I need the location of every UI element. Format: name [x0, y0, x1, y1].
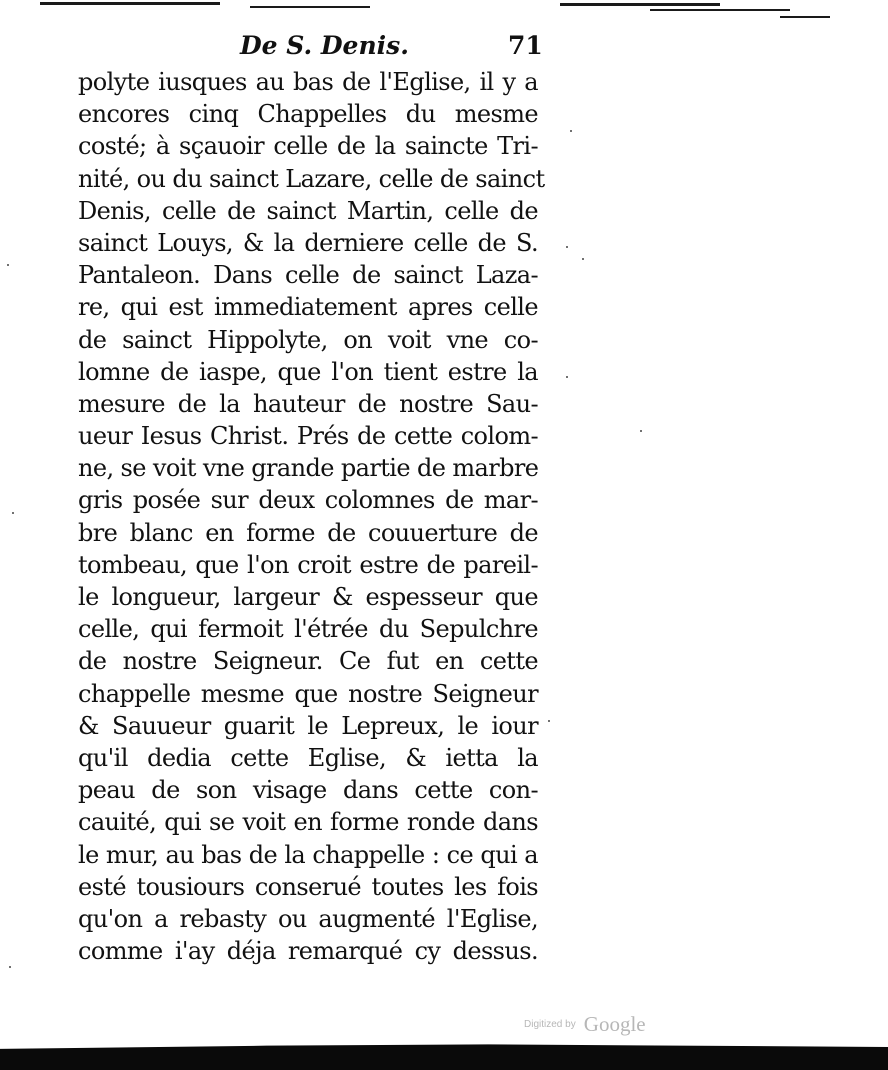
text-line: sainct Louys, & la derniere celle de S.	[78, 228, 538, 257]
text-line: de nostre Seigneur. Ce fut en cette	[78, 647, 538, 676]
page-number: 71	[508, 31, 543, 60]
text-line: Denis, celle de sainct Martin, celle de	[78, 196, 538, 225]
text-line: gris posée sur deux colomnes de mar-	[78, 486, 538, 515]
text-line: costé; à sçauoir celle de la saincte Tri-	[78, 132, 538, 161]
text-line: comme i'ay déja remarqué cy dessus.	[78, 937, 538, 966]
text-line: ne, se voit vne grande partie de marbre	[78, 454, 539, 483]
top-page-edge	[0, 0, 888, 22]
page-header	[0, 30, 888, 62]
text-line: de sainct Hippolyte, on voit vne co-	[78, 325, 538, 354]
body-text	[78, 66, 545, 967]
digitized-by-label: Digitized by	[524, 1019, 576, 1030]
text-line: cauité, qui se voit en forme ronde dans	[78, 808, 538, 837]
google-logo: Google	[583, 1012, 646, 1036]
text-line: lomne de iaspe, que l'on tient estre la	[78, 357, 538, 386]
text-line: encores cinq Chappelles du mesme	[78, 100, 538, 129]
text-line: & Sauueur guarit le Lepreux, le iour	[78, 711, 538, 740]
text-line: esté tousiours conserué toutes les fois	[78, 872, 538, 901]
text-line: tombeau, que l'on croit estre de pareil-	[78, 550, 538, 579]
text-line: ueur Iesus Christ. Prés de cette colom-	[78, 422, 538, 451]
text-line: mesure de la hauteur de nostre Sau-	[78, 389, 538, 418]
text-line: qu'il dedia cette Eglise, & ietta la	[78, 743, 538, 772]
text-line: le mur, au bas de la chappelle : ce qui a	[78, 840, 538, 869]
text-line: nité, ou du sainct Lazare, celle de sainct	[78, 164, 545, 193]
digitized-by-google-watermark	[524, 1012, 646, 1037]
text-line: bre blanc en forme de couuerture de	[78, 518, 538, 547]
text-line: Pantaleon. Dans celle de sainct Laza-	[78, 261, 538, 290]
text-line: peau de son visage dans cette con-	[78, 776, 538, 805]
text-line: re, qui est immediatement apres celle	[78, 293, 538, 322]
text-line: polyte iusques au bas de l'Eglise, il y a	[78, 68, 538, 96]
bottom-page-edge	[0, 1038, 888, 1070]
running-head: De S. Denis.	[240, 31, 409, 60]
text-line: le longueur, largeur & espesseur que	[78, 583, 538, 611]
text-line: qu'on a rebasty ou augmenté l'Eglise,	[78, 904, 538, 933]
text-line: celle, qui fermoit l'étrée du Sepulchre	[78, 615, 538, 644]
text-line: chappelle mesme que nostre Seigneur	[78, 679, 538, 708]
